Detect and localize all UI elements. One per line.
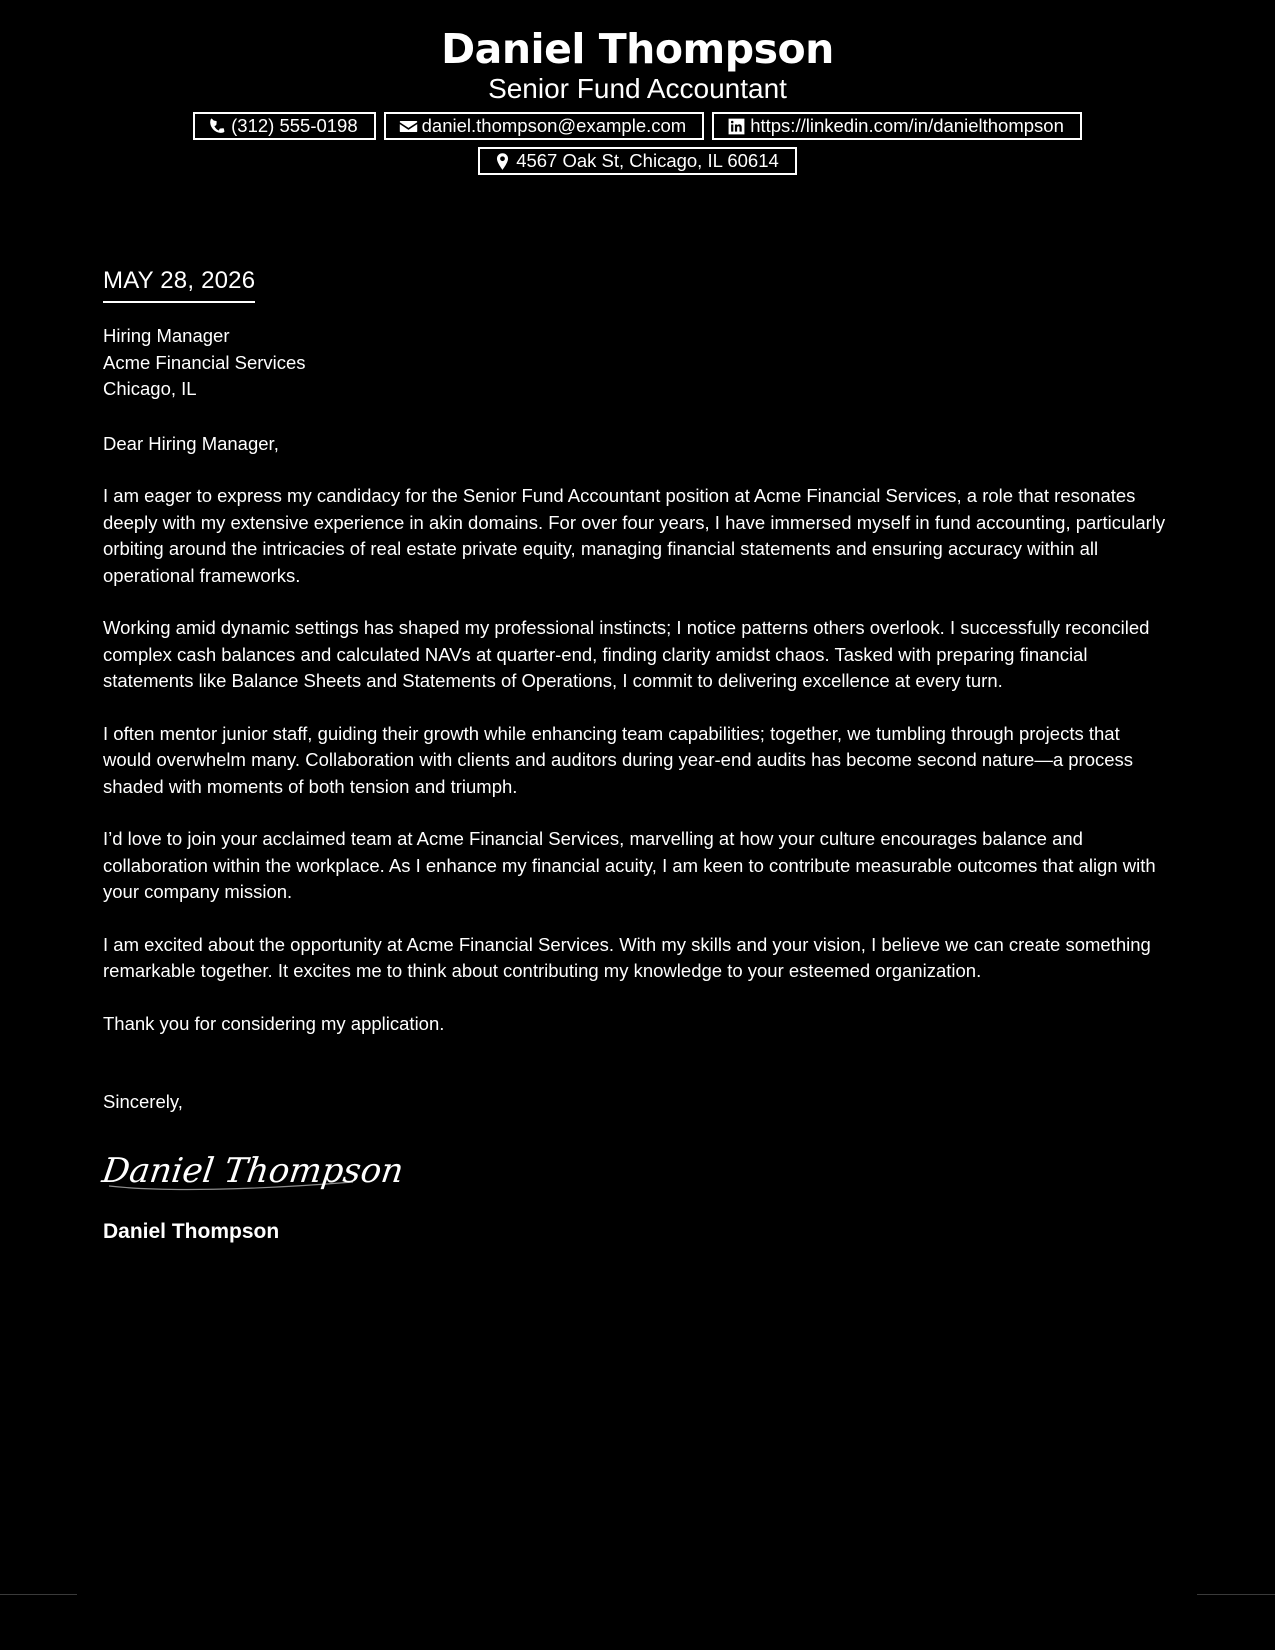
address-text: 4567 Oak St, Chicago, IL 60614 <box>516 150 779 171</box>
letter-body <box>99 266 1173 1246</box>
phone-icon <box>208 117 227 136</box>
paragraph: I am excited about the opportunity at Acme Financial Services. With my skills and your vision, I believe we can create something remarkable together. It excites me to think about contributing my knowledge to your esteemed organization. <box>103 933 1151 981</box>
greeting: Dear Hiring Manager, <box>103 432 279 454</box>
applicant-name: Daniel Thompson <box>441 25 834 73</box>
paragraph: Working amid dynamic settings has shaped my professional instincts; I notice patterns others overlook. I successfully reconciled complex cash balances and calculated NAVs at quarter-end, finding clarity amidst chaos. Tasked with preparing financial statements like Balance Sheets and Statements of Operations, I commit to delivering excellence at every turn. <box>103 617 1150 691</box>
signature-image <box>99 1138 407 1198</box>
signature <box>99 1138 1173 1198</box>
paragraph: I am eager to express my candidacy for the Senior Fund Accountant position at Acme Financial Services, a role that resonates deeply with my extensive experience in akin domains. For over four years, I have immersed myself in fund accounting, particularly orbiting around the intricacies of real estate private equity, managing financial statements and ensuring accuracy within all operational frameworks. <box>103 485 1166 586</box>
paragraph: Thank you for considering my application. <box>103 1012 445 1034</box>
email-text: daniel.thompson@example.com <box>421 115 687 136</box>
paragraph: I often mentor junior staff, guiding their growth while enhancing team capabilities; together, we tumbling through projects that would overwhelm many. Collaboration with clients and auditors during year-end audits has become second nature—a process shaded with moments of both tension and triumph. <box>103 722 1134 797</box>
signature-text: Daniel Thompson <box>99 1150 407 1191</box>
recipient-line: Chicago, IL <box>103 378 197 399</box>
envelope-icon <box>399 117 418 136</box>
signed-name: Daniel Thompson <box>103 1219 280 1243</box>
email-chip[interactable] <box>384 112 705 140</box>
linkedin-text: https://linkedin.com/in/danielthompson <box>750 115 1064 136</box>
footer-divider-left <box>0 1594 77 1595</box>
linkedin-chip[interactable] <box>712 112 1082 140</box>
phone-text: (312) 555-0198 <box>231 115 358 136</box>
contact-row-address <box>0 147 1275 175</box>
linkedin-icon <box>727 117 746 136</box>
recipient-line: Hiring Manager <box>103 325 230 346</box>
paragraph: I’d love to join your acclaimed team at Acme Financial Services, marvelling at how your culture encourages balance and collaboration within the workplace. As I enhance my financial acuity, I am keen to contribute measurable outcomes that align with your company mission. <box>103 828 1156 902</box>
address-chip[interactable] <box>478 147 797 175</box>
closing: Sincerely, <box>103 1091 183 1112</box>
phone-chip[interactable] <box>193 112 376 140</box>
contact-row <box>0 112 1275 140</box>
map-pin-icon <box>493 152 512 171</box>
letter-date: MAY 28, 2026 <box>103 266 255 303</box>
recipient-line: Acme Financial Services <box>103 351 306 373</box>
letter-header <box>0 22 1275 175</box>
recipient-block <box>103 323 1173 403</box>
footer-divider-right <box>1197 1594 1275 1595</box>
applicant-title: Senior Fund Accountant <box>488 73 787 104</box>
